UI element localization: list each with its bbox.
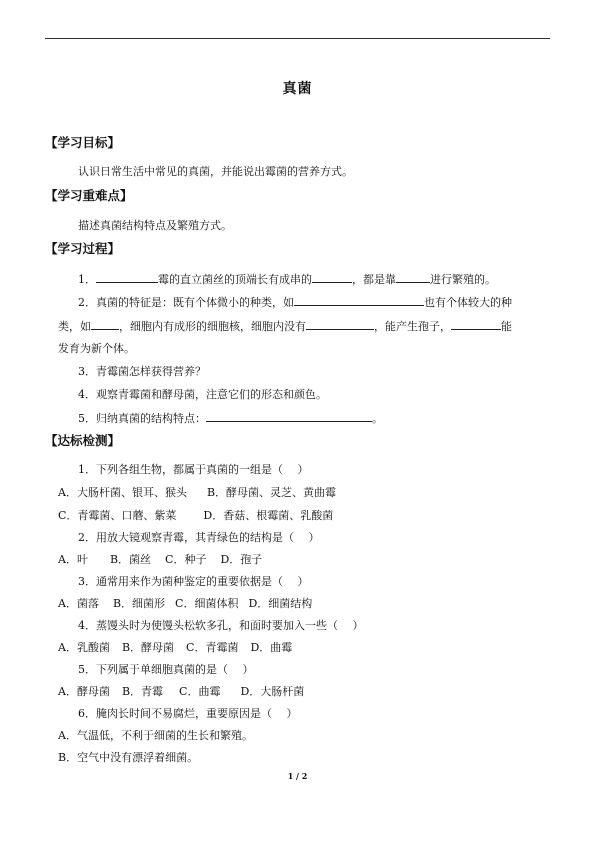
process-q2-line1: [78, 295, 512, 310]
page-number: 1 / 2: [287, 771, 308, 781]
process-q5: [78, 411, 383, 426]
check-q4-options: [58, 641, 292, 655]
check-q4: 4．蒸馒头时为使馒头松软多孔，和面时要加入一些（ ）: [78, 619, 364, 632]
check-q6-option-a: A．气温低，不利于细菌的生长和繁殖。: [58, 729, 253, 742]
page-title: 真菌: [282, 81, 313, 97]
q2-text-2a: 类，如: [58, 320, 91, 333]
q2-text-1a: 2．真菌的特征是：既有个体微小的种类，如: [78, 296, 294, 309]
process-q2-line2: [58, 319, 512, 334]
q2-text-1b: 也有个体较大的种: [424, 296, 512, 309]
q2-blank-1[interactable]: [294, 295, 424, 306]
check-q3-option-d: D．细菌结构: [248, 597, 313, 610]
check-q4-option-d: D．曲霉: [250, 641, 293, 654]
process-heading: 【学习过程】: [45, 241, 121, 256]
check-q2-options: [58, 553, 262, 567]
check-q2-option-a: A．叶: [58, 553, 88, 566]
check-q3-option-c: C．细菌体积: [175, 597, 239, 610]
q1-text-a: 霉的直立菌丝的顶端长有成串的: [158, 273, 312, 286]
check-q5-option-a: A．酵母菌: [58, 685, 110, 698]
check-q5-option-d: D．大肠杆菌: [240, 685, 305, 698]
header-rule: [45, 38, 550, 39]
check-q1-option-b: B．酵母菌、灵芝、黄曲霉: [206, 486, 337, 499]
q1-blank-2[interactable]: [312, 272, 352, 283]
check-q4-option-c: C．青霉菌: [186, 641, 239, 654]
check-q2: 2．用放大镜观察青霉，其青绿色的结构是（ ）: [78, 531, 320, 544]
q2-text-2c: ，能产生孢子，: [374, 320, 451, 333]
check-q6-option-b: B．空气中没有漂浮着细菌。: [58, 751, 199, 764]
check-q5: 5．下列属于单细胞真菌的是（ ）: [78, 663, 254, 676]
q2-blank-3[interactable]: [306, 319, 374, 330]
check-q1-option-c: C．青霉菌、口蘑、紫菜: [58, 509, 177, 522]
check-q3-options: [58, 597, 312, 611]
q1-blank-3[interactable]: [396, 272, 430, 283]
check-q3-option-a: A．菌落: [58, 597, 99, 610]
q1-text-b: ，都是靠: [352, 273, 396, 286]
check-q2-option-b: B．菌丝: [109, 553, 152, 566]
q5-text-b: 。: [372, 412, 383, 425]
check-q5-option-b: B．青霉: [121, 685, 164, 698]
check-q5-option-c: C．曲霉: [179, 685, 221, 698]
check-q1-option-d: D．香菇、根霉菌、乳酸菌: [203, 509, 334, 522]
check-q4-option-b: B．酵母菌: [121, 641, 175, 654]
process-q3: 3．青霉菌怎样获得营养？: [78, 365, 206, 378]
process-q1: [78, 272, 496, 287]
q5-blank[interactable]: [206, 411, 372, 422]
check-q6: 6．腌肉长时间不易腐烂，重要原因是（ ）: [78, 707, 298, 720]
q2-blank-4[interactable]: [451, 319, 501, 330]
check-q2-option-c: C．种子: [165, 553, 207, 566]
key-heading: 【学习重难点】: [45, 188, 133, 203]
check-q2-option-d: D．孢子: [220, 553, 263, 566]
check-q1-options-row1: [58, 486, 336, 500]
check-q3-option-b: B．细菌形: [112, 597, 166, 610]
process-q2-line3: 发育为新个体。: [58, 342, 135, 355]
check-q3: 3．通常用来作为菌种鉴定的重要依据是（ ）: [78, 575, 309, 588]
check-heading: 【达标检测】: [45, 433, 121, 448]
q1-number: 1．: [78, 273, 96, 286]
q2-text-2b: ，细胞内有成形的细胞核，细胞内没有: [119, 320, 306, 333]
q1-blank-1[interactable]: [96, 272, 158, 283]
q2-blank-2[interactable]: [91, 319, 119, 330]
goal-text: 认识日常生活中常见的真菌，并能说出霉菌的营养方式。: [78, 165, 353, 178]
process-q4: 4．观察青霉菌和酵母菌，注意它们的形态和颜色。: [78, 388, 327, 401]
check-q5-options: [58, 685, 304, 699]
key-text: 描述真菌结构特点及繁殖方式。: [78, 219, 232, 232]
check-q1-options-row2: [58, 509, 333, 523]
check-q1: 1．下列各组生物，都属于真菌的一组是（ ）: [78, 463, 309, 476]
check-q4-option-a: A．乳酸菌: [58, 641, 110, 654]
q5-text-a: 5．归纳真菌的结构特点：: [78, 412, 206, 425]
q2-text-2d: 能: [501, 320, 512, 333]
goal-heading: 【学习目标】: [45, 135, 121, 150]
q1-text-c: 进行繁殖的。: [430, 273, 496, 286]
check-q1-option-a: A．大肠杆菌、银耳、猴头: [58, 486, 187, 499]
